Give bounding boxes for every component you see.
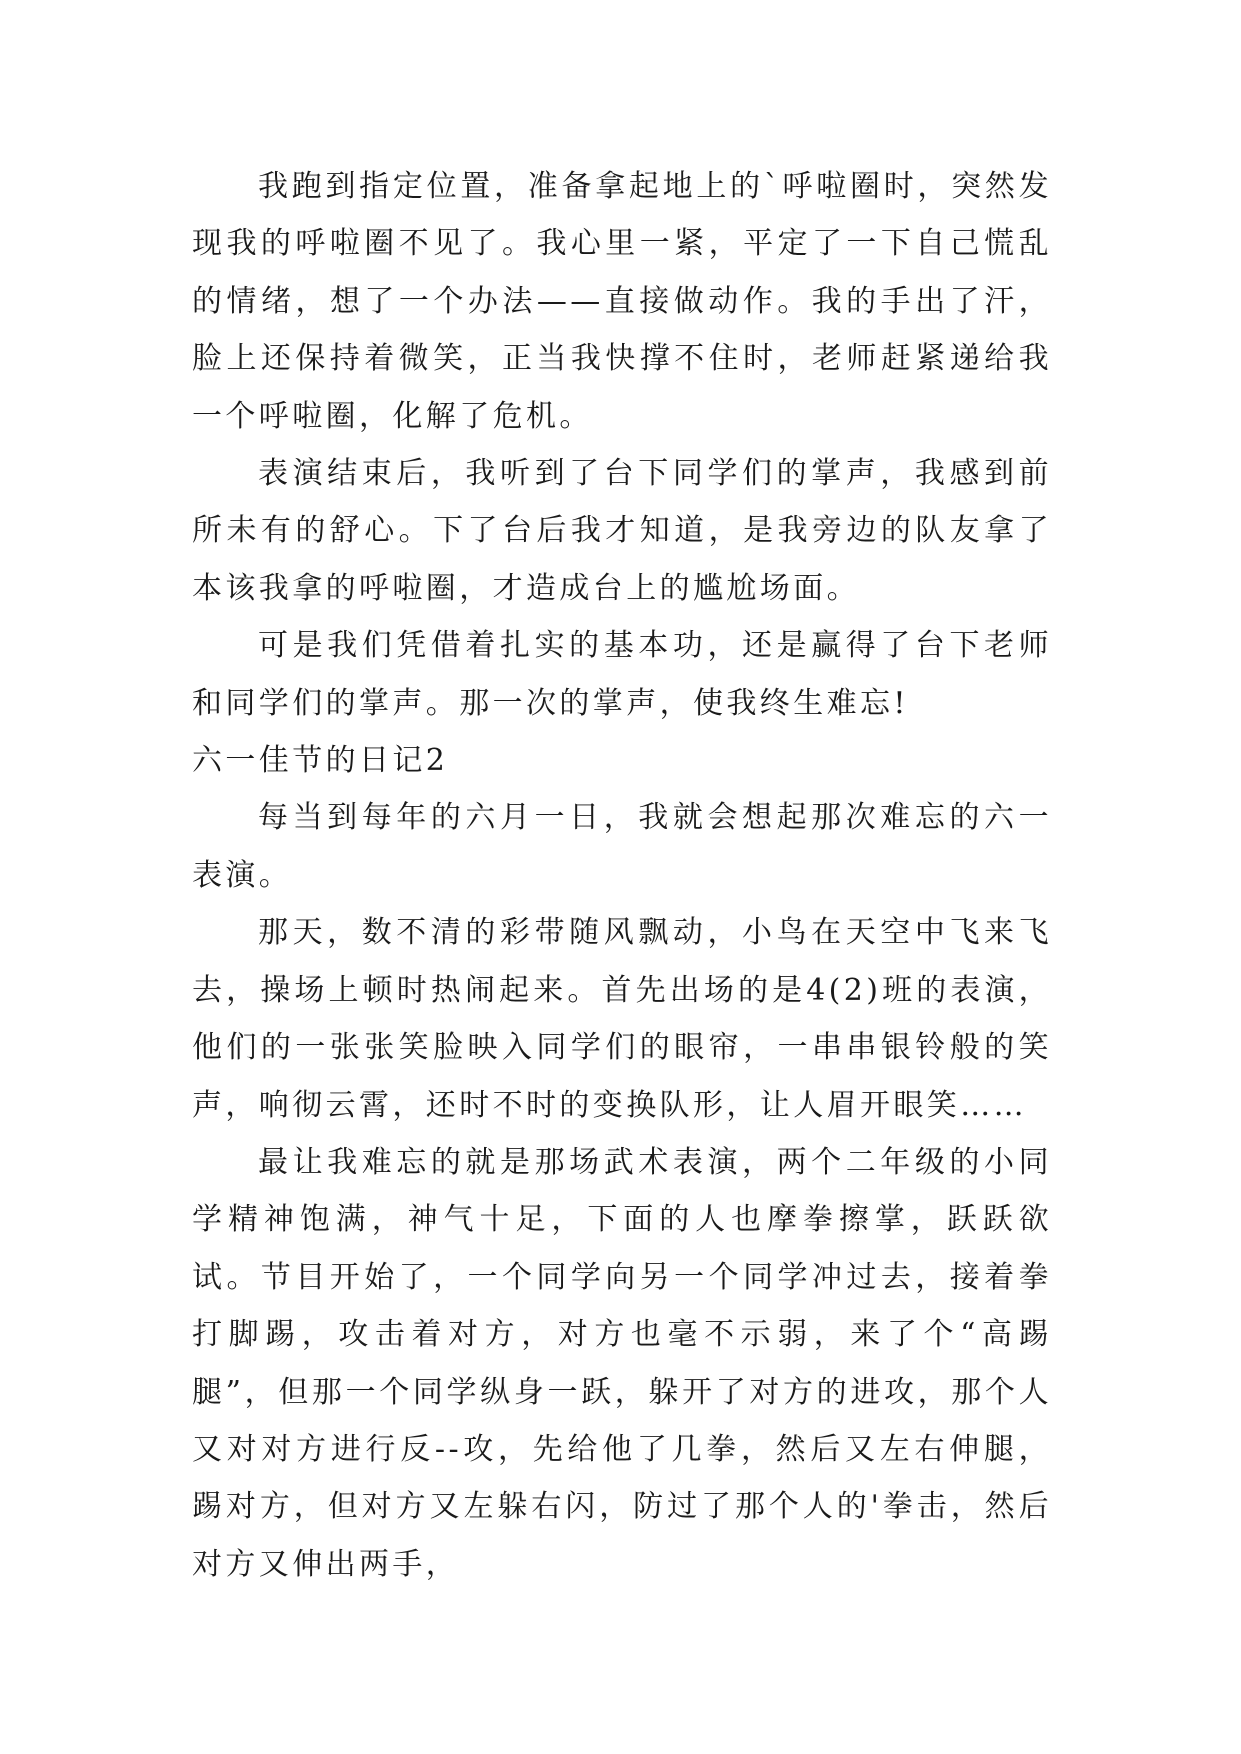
paragraph: 最让我难忘的就是那场武术表演，两个二年级的小同学精神饱满，神气十足，下面的人也摩拳擦掌，跃跃欲试。节目开始了，一个同学向另一个同学冲过去，接着拳打脚踢，攻击着对方，对方也毫不示弱，来了个“高踢腿”，但那一个同学纵身一跃，躲开了对方的进攻，那个人又对对方进行反--攻，先给他了几拳，然后又左右伸腿，踢对方，但对方又左躲右闪，防过了那个人的'拳击，然后对方又伸出两手， bbox=[192, 1144, 1052, 1582]
section-heading: 六一佳节的日记2 bbox=[192, 743, 449, 779]
paragraph: 我跑到指定位置，准备拿起地上的`呼啦圈时，突然发现我的呼啦圈不见了。我心里一紧，平定了一下自己慌乱的情绪，想了一个办法——直接做动作。我的手出了汗，脸上还保持着微笑，正当我快撑不住时，老师赶紧递给我一个呼啦圈，化解了危机。 bbox=[192, 169, 1052, 434]
paragraph: 表演结束后，我听到了台下同学们的掌声，我感到前所未有的舒心。下了台后我才知道，是我旁边的队友拿了本该我拿的呼啦圈，才造成台上的尴尬场面。 bbox=[192, 456, 1052, 606]
paragraph: 每当到每年的六月一日，我就会想起那次难忘的六一表演。 bbox=[192, 800, 1052, 893]
document-page bbox=[192, 158, 1052, 1593]
paragraph: 可是我们凭借着扎实的基本功，还是赢得了台下老师和同学们的掌声。那一次的掌声，使我终生难忘! bbox=[192, 628, 1052, 721]
paragraph: 那天，数不清的彩带随风飘动，小鸟在天空中飞来飞去，操场上顿时热闹起来。首先出场的是4(2)班的表演，他们的一张张笑脸映入同学们的眼帘，一串串银铃般的笑声，响彻云霄，还时不时的变换队形，让人眉开眼笑…… bbox=[192, 915, 1052, 1123]
